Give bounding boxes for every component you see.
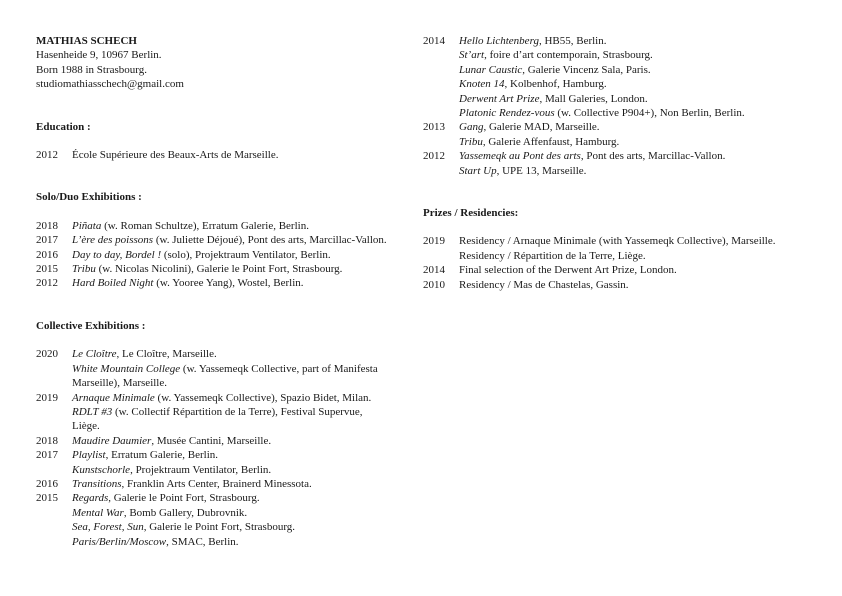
entry-text: [72, 262, 406, 276]
entry-detail: , Bomb Gallery, Dubrovnik.: [123, 506, 248, 519]
entry-text: [459, 234, 823, 248]
education-list: [36, 148, 406, 162]
entry-text: [459, 77, 823, 91]
email[interactable]: studiomathiasschech@gmail.com: [36, 78, 184, 91]
entry-year: [423, 106, 459, 120]
entry-text: [72, 148, 406, 162]
entry-year: 2012: [36, 149, 58, 162]
work-title: Hard Boiled Night: [72, 277, 154, 290]
entry-detail: Liège.: [72, 420, 100, 433]
entry-text: [72, 434, 406, 448]
work-title: Maudire Daumier: [72, 434, 152, 447]
contact-block: [36, 34, 406, 92]
entry-line: [423, 234, 823, 248]
entry-detail: , Kolbenhof, Hamburg.: [504, 78, 607, 91]
entry-line: [36, 535, 406, 549]
entry-line: [423, 135, 823, 149]
entry-text: [72, 535, 406, 549]
entry-year: [423, 164, 459, 178]
work-title: Paris/Berlin/Moscow: [72, 535, 167, 548]
entry-detail: , Galerie Affenfaust, Hamburg.: [482, 135, 620, 148]
entry-year: 2012: [423, 150, 445, 163]
work-title: Mental War: [72, 506, 124, 519]
entry-line: [423, 77, 823, 91]
entry-line: [36, 491, 406, 505]
entry-line: [36, 405, 406, 419]
entry-line: [423, 249, 823, 263]
entry-text: [459, 106, 823, 120]
work-title: Start Up: [459, 164, 497, 177]
entry-detail: , HB55, Berlin.: [538, 35, 607, 47]
entry-detail: , Pont des arts, Marcillac-Vallon.: [580, 150, 726, 163]
work-title: Hello Lichtenberg: [459, 35, 539, 47]
entry-text: [72, 477, 406, 491]
work-title: Derwent Art Prize: [459, 92, 540, 105]
work-title: Le Cloître: [72, 348, 117, 361]
entry-line: [36, 148, 406, 162]
entry-year: [423, 48, 459, 62]
entry-year: 2013: [423, 121, 445, 134]
collective-exhibitions-heading: Collective Exhibitions :: [36, 319, 146, 332]
entry-detail: , foire d’art contemporain, Strasbourg.: [484, 49, 653, 62]
entry-detail: , Projektraum Ventilator, Berlin.: [130, 463, 272, 476]
work-title: RDLT #3: [72, 405, 113, 418]
entry-year: [36, 376, 72, 390]
left-column: [36, 34, 406, 549]
entry-detail: , Galerie MAD, Marseille.: [483, 121, 600, 134]
address: Hasenheide 9, 10967 Berlin.: [36, 49, 162, 62]
entry-line: [36, 219, 406, 233]
work-title: Yassemeqk au Pont des arts: [459, 150, 581, 163]
entry-text: [72, 405, 406, 419]
entry-year: 2018: [36, 219, 58, 232]
work-title: Day to day, Bordel !: [72, 248, 162, 261]
entry-detail: , SMAC, Berlin.: [166, 535, 239, 548]
entry-text: [72, 362, 406, 376]
entry-text: [72, 376, 406, 390]
entry-year: 2019: [423, 235, 445, 248]
entry-detail: (w. Yassemeqk Collective), Spazio Bidet, Milan.: [154, 391, 372, 404]
entry-text: [72, 419, 406, 433]
entry-detail: , Galerie Vincenz Sala, Paris.: [522, 63, 651, 76]
entry-detail: , UPE 13, Marseille.: [496, 164, 587, 177]
entry-detail: , Erratum Galerie, Berlin.: [105, 449, 219, 462]
entry-line: [36, 434, 406, 448]
entry-detail: Residency / Répartition de la Terre, Liège.: [459, 249, 646, 262]
entry-year: 2020: [36, 348, 58, 361]
entry-year: 2014: [423, 264, 445, 277]
entry-year: [423, 77, 459, 91]
entry-text: [72, 391, 406, 405]
entry-detail: , Galerie le Point Fort, Strasbourg.: [108, 492, 260, 505]
entry-text: [459, 249, 823, 263]
entry-year: [36, 520, 72, 534]
entry-text: [72, 219, 406, 233]
entry-detail: , Musée Cantini, Marseille.: [151, 434, 272, 447]
entry-line: [36, 262, 406, 276]
work-title: Lunar Caustic: [459, 63, 523, 76]
entry-year: 2012: [36, 277, 58, 290]
entry-text: [459, 34, 823, 48]
entry-text: [72, 520, 406, 534]
entry-line: [423, 48, 823, 62]
artist-name: MATHIAS SCHECH: [36, 35, 137, 47]
entry-text: [72, 463, 406, 477]
entry-text: [72, 347, 406, 361]
entry-year: 2010: [423, 278, 445, 291]
entry-text: [459, 263, 823, 277]
entry-year: [36, 405, 72, 419]
entry-year: 2015: [36, 492, 58, 505]
entry-line: [36, 520, 406, 534]
entry-year: [36, 506, 72, 520]
entry-year: 2017: [36, 234, 58, 247]
entry-detail: (w. Juliette Déjoué), Pont des arts, Marcillac-Vallon.: [153, 234, 387, 247]
entry-detail: , Le Cloître, Marseille.: [116, 348, 217, 361]
entry-year: [423, 135, 459, 149]
entry-detail: (w. Yooree Yang), Wostel, Berlin.: [153, 277, 304, 290]
entry-detail: Residency / Arnaque Minimale (with Yassemeqk Collective), Marseille.: [459, 235, 776, 248]
work-title: Transitions: [72, 477, 122, 490]
birth-info: Born 1988 in Strasbourg.: [36, 63, 148, 76]
entry-line: [36, 391, 406, 405]
solo-exhibitions-list: [36, 219, 406, 291]
entry-line: [36, 419, 406, 433]
entry-detail: , Galerie le Point Fort, Strasbourg.: [143, 521, 296, 534]
entry-text: [72, 506, 406, 520]
entry-detail: (w. Nicolas Nicolini), Galerie le Point Fort, Strasbourg.: [95, 263, 343, 276]
entry-line: [36, 448, 406, 462]
entry-line: [36, 376, 406, 390]
entry-line: [36, 477, 406, 491]
work-title: Arnaque Minimale: [72, 391, 155, 404]
entry-line: [423, 120, 823, 134]
entry-text: [459, 135, 823, 149]
prizes-list: [423, 234, 823, 292]
entry-text: [459, 63, 823, 77]
work-title: White Mountain College: [72, 362, 181, 375]
entry-line: [423, 149, 823, 163]
work-title: Tribu: [459, 135, 483, 148]
entry-year: 2015: [36, 263, 58, 276]
entry-line: [423, 278, 823, 292]
work-title: Regards: [72, 492, 109, 505]
entry-line: [36, 463, 406, 477]
entry-year: [36, 419, 72, 433]
entry-line: [36, 248, 406, 262]
entry-detail: Final selection of the Derwent Art Prize, London.: [459, 264, 677, 277]
entry-year: [36, 463, 72, 477]
entry-year: 2016: [36, 248, 58, 261]
entry-year: [423, 63, 459, 77]
entry-line: [36, 233, 406, 247]
work-title: Sea, Forest, Sun: [72, 521, 144, 534]
entry-detail: , Franklin Arts Center, Brainerd Minessota.: [121, 477, 312, 490]
work-title: Platonic Rendez-vous: [459, 107, 555, 120]
work-title: Gang: [459, 121, 484, 134]
entry-detail: (w. Roman Schultze), Erratum Galerie, Berlin.: [101, 219, 309, 232]
entry-line: [36, 506, 406, 520]
entry-detail: (w. Collective P904+), Non Berlin, Berlin.: [554, 107, 745, 120]
entry-text: [72, 276, 406, 290]
work-title: Kunstschorle: [72, 463, 131, 476]
entry-year: [36, 362, 72, 376]
right-column: [423, 34, 823, 292]
entry-year: [36, 535, 72, 549]
entry-detail: Residency / Mas de Chastelas, Gassin.: [459, 278, 629, 291]
education-heading: Education :: [36, 120, 91, 133]
entry-year: [423, 92, 459, 106]
prizes-heading: Prizes / Residencies:: [423, 207, 519, 220]
entry-year: 2018: [36, 434, 58, 447]
entry-text: [459, 48, 823, 62]
entry-year: [423, 249, 459, 263]
entry-text: [72, 448, 406, 462]
entry-detail: (solo), Projektraum Ventilator, Berlin.: [161, 248, 331, 261]
entry-line: [423, 106, 823, 120]
work-title: Piñata: [72, 219, 102, 232]
work-title: L’ère des poissons: [72, 234, 154, 247]
solo-exhibitions-heading: Solo/Duo Exhibitions :: [36, 191, 142, 204]
entry-text: [459, 92, 823, 106]
entry-line: [36, 347, 406, 361]
entry-line: [423, 263, 823, 277]
entry-year: 2019: [36, 391, 58, 404]
entry-detail: Marseille), Marseille.: [72, 377, 167, 390]
entry-line: [423, 164, 823, 178]
entry-detail: (w. Collectif Répartition de la Terre), Festival Supervue,: [112, 405, 363, 418]
entry-line: [423, 34, 823, 48]
entry-year: 2014: [423, 35, 445, 47]
entry-text: [72, 491, 406, 505]
entry-text: [459, 149, 823, 163]
entry-line: [423, 63, 823, 77]
entry-year: 2016: [36, 477, 58, 490]
entry-detail: , Mall Galeries, London.: [539, 92, 648, 105]
entry-line: [36, 362, 406, 376]
entry-text: [459, 120, 823, 134]
entry-text: [72, 233, 406, 247]
work-title: St’art: [459, 49, 485, 62]
entry-text: [72, 248, 406, 262]
collective-exhibitions-continued-list: [423, 34, 823, 178]
entry-line: [36, 276, 406, 290]
entry-detail: (w. Yassemeqk Collective, part of Manifesta: [180, 362, 378, 375]
work-title: Playlist: [72, 449, 106, 462]
collective-exhibitions-list: [36, 347, 406, 549]
entry-line: [423, 92, 823, 106]
entry-text: [459, 278, 823, 292]
work-title: Tribu: [72, 263, 96, 276]
entry-detail: École Supérieure des Beaux-Arts de Marseille.: [72, 149, 279, 162]
work-title: Knoten 14: [459, 78, 505, 91]
entry-text: [459, 164, 823, 178]
entry-year: 2017: [36, 449, 58, 462]
